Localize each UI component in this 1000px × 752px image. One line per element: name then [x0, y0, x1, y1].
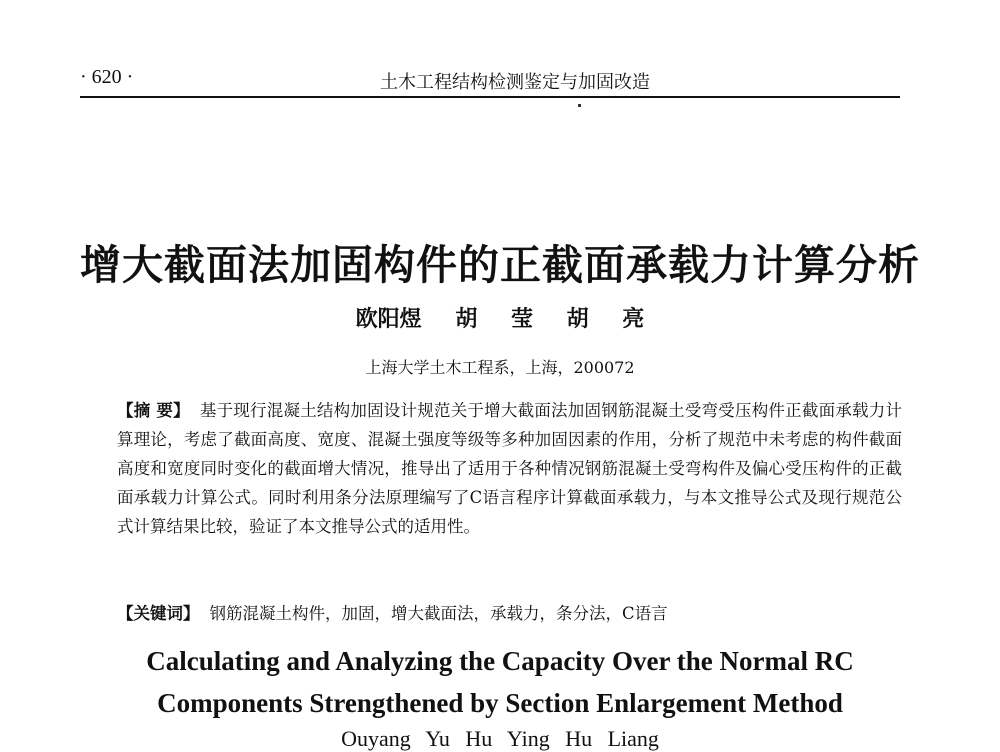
abstract-text: 基于现行混凝土结构加固设计规范关于增大截面法加固钢筋混凝土受弯受压构件正截面承载力计算理论，考虑了截面高度、宽度、混凝土强度等级等多种加固因素的作用，分析了规范中未考虑的构件截面高度和宽度同时变化的截面增大情况，推导出了适用于各种情况钢筋混凝土受弯构件及偏心受压构件的正截面承载力计算公式。同时利用条分法原理编写了C语言程序计算截面承载力，与本文推导公式及现行规范公式计算结果比较，验证了本文推导公式的适用性。 — [117, 401, 902, 536]
running-title: 土木工程结构检测鉴定与加固改造 — [380, 72, 650, 93]
affiliation: 上海大学土木工程系，上海，200072 — [365, 358, 635, 377]
authors: 欧阳煜 胡 莹 胡 亮 — [355, 306, 645, 332]
scan-speck — [578, 104, 581, 107]
page-number: · 620 · — [80, 66, 134, 88]
abstract — [117, 396, 902, 541]
english-title-line-1: Calculating and Analyzing the Capacity Over the Normal RC — [146, 646, 854, 676]
abstract-label: 【摘 要】 — [117, 401, 190, 420]
running-header — [80, 62, 900, 98]
english-title-line-2: Components Strengthened by Section Enlargement Method — [157, 688, 843, 718]
english-authors: Ouyang Yu Hu Ying Hu Liang — [341, 726, 659, 751]
keywords-text: 钢筋混凝土构件，加固，增大截面法，承载力，条分法，C语言 — [209, 604, 668, 623]
keywords-label: 【关键词】 — [117, 604, 200, 623]
english-title — [60, 640, 940, 724]
keywords — [117, 600, 902, 624]
paper-title: 增大截面法加固构件的正截面承载力计算分析 — [80, 241, 920, 289]
